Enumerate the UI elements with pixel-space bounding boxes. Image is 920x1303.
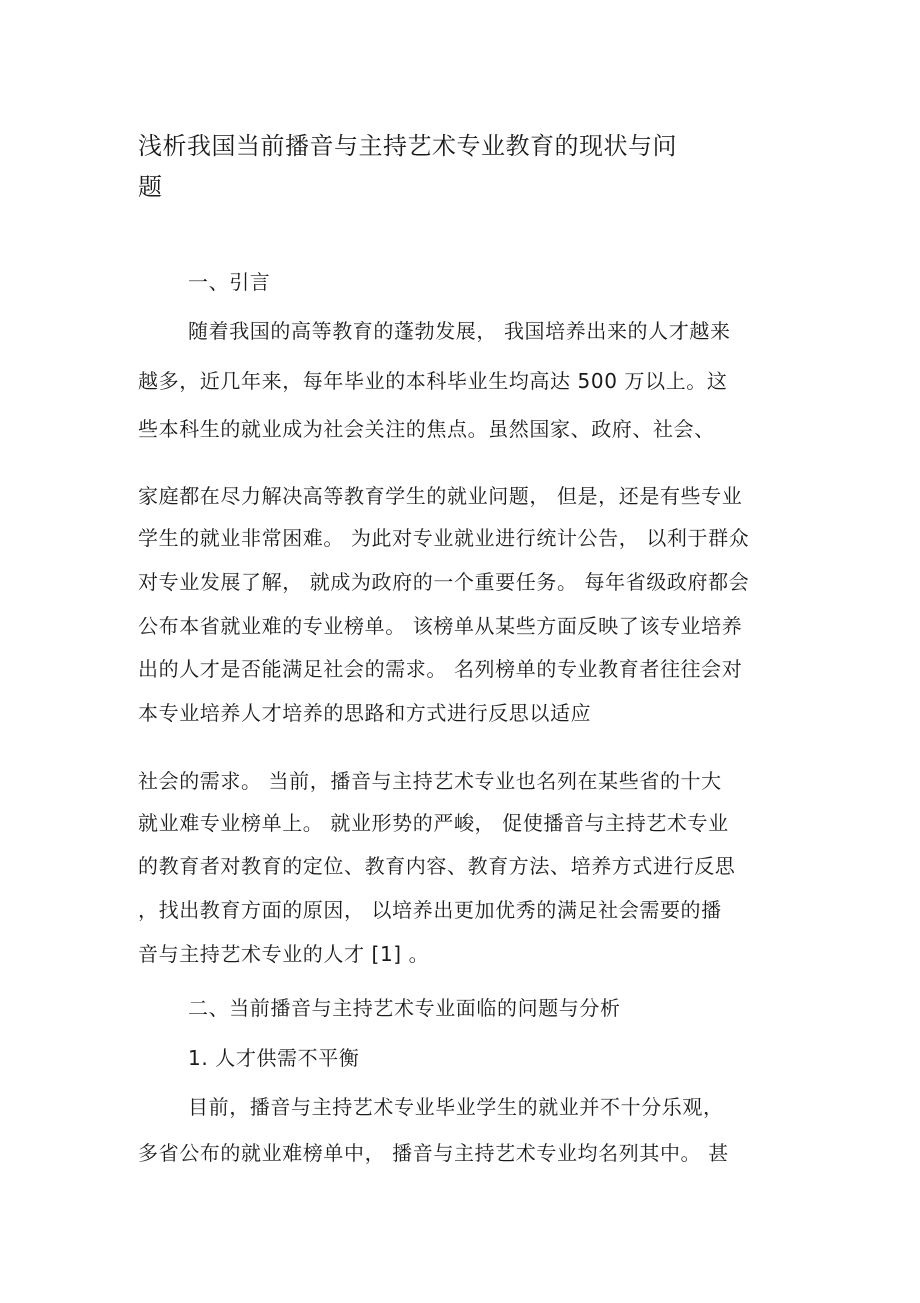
paragraph-line: 多省公布的就业难榜单中， 播音与主持艺术专业均名列其中。 甚 [138,1141,729,1165]
paragraph-line: 家庭都在尽力解决高等教育学生的就业问题， 但是，还是有些专业 [138,484,743,508]
section-2-heading: 二、当前播音与主持艺术专业面临的问题与分析 [188,996,621,1020]
paragraph-line: 本专业培养人才培养的思路和方式进行反思以适应 [138,701,592,725]
paragraph-line: 对专业发展了解， 就成为政府的一个重要任务。 每年省级政府都会 [138,570,750,594]
paragraph-line: 越多，近几年来，每年毕业的本科毕业生均高达 500 万以上。这 [138,369,728,393]
section-1-heading: 一、引言 [188,270,271,294]
document-title-line-1: 浅析我国当前播音与主持艺术专业教育的现状与问 [138,132,677,160]
paragraph-line: 社会的需求。 当前，播音与主持艺术专业也名列在某些省的十大 [138,769,722,793]
section-2-subheading: 1. 人才供需不平衡 [188,1046,360,1070]
paragraph-line: 随着我国的高等教育的蓬勃发展， 我国培养出来的人才越来 [188,319,731,343]
paragraph-line: ，找出教育方面的原因， 以培养出更加优秀的满足社会需要的播 [138,898,722,922]
paragraph-line: 公布本省就业难的专业榜单。 该榜单从某些方面反映了该专业培养 [138,614,743,638]
paragraph-line: 学生的就业非常困难。 为此对专业就业进行统计公告， 以利于群众 [138,526,750,550]
paragraph-line: 些本科生的就业成为社会关注的焦点。虽然国家、政府、社会、 [138,417,715,441]
paragraph-line: 就业难专业榜单上。 就业形势的严峻， 促使播音与主持艺术专业 [138,811,729,835]
paragraph-line: 目前，播音与主持艺术专业毕业学生的就业并不十分乐观， [188,1095,724,1119]
document-title-line-2: 题 [138,173,163,201]
paragraph-line: 出的人才是否能满足社会的需求。 名列榜单的专业教育者往往会对 [138,657,743,681]
paragraph-line: 音与主持艺术专业的人才 [1] 。 [138,942,430,966]
paragraph-line: 的教育者对教育的定位、教育内容、教育方法、培养方式进行反思 [138,854,736,878]
